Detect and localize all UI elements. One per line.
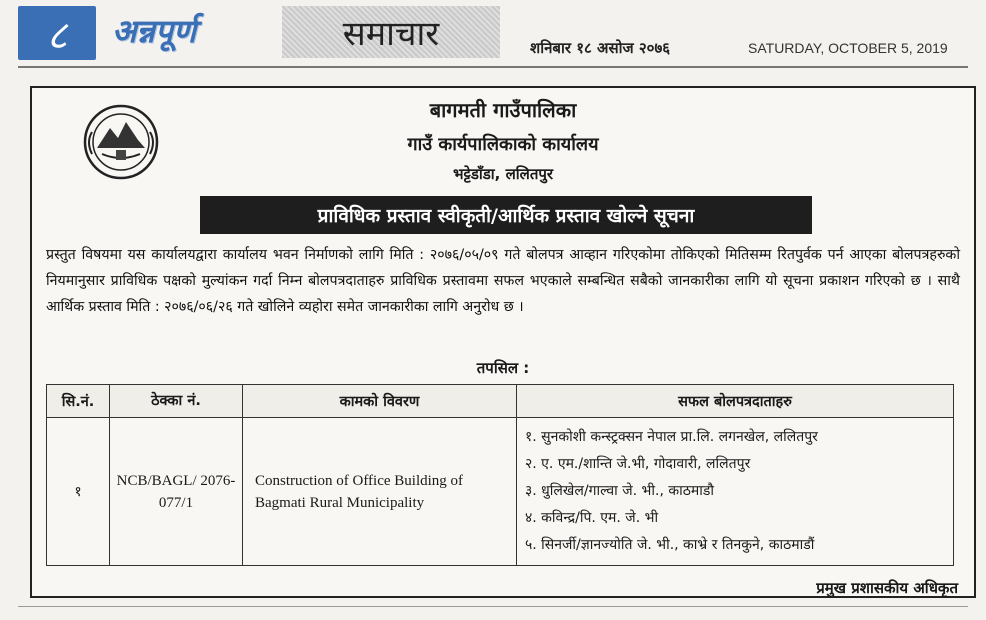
page-rule	[18, 606, 968, 607]
notice-headline: प्राविधिक प्रस्ताव स्वीकृती/आर्थिक प्रस्ताव खोल्ने सूचना	[200, 196, 812, 234]
header-contract-no: ठेक्का नं.	[110, 385, 243, 418]
bidder-item: १. सुनकोशी कन्स्ट्रक्सन नेपाल प्रा.लि. लगनखेल, ललितपुर	[525, 429, 818, 445]
newspaper-logo: अन्नपूर्ण	[112, 11, 197, 50]
office-location: भट्टेडाँडा, ललितपुर	[452, 165, 554, 183]
public-notice	[30, 86, 976, 598]
bidder-item: ५. सिनर्जी/ज्ञानज्योति जे. भी., काभ्रे र तिनकुने, काठमाडौं	[525, 537, 815, 553]
header-bidders: सफल बोलपत्रदाताहरु	[517, 385, 954, 418]
date-nepali: शनिबार १८ असोज २०७६	[530, 39, 671, 57]
cell-work: Construction of Office Building of Bagmati Rural Municipality	[243, 418, 517, 566]
header-work: कामको विवरण	[243, 385, 517, 418]
signatory-title: प्रमुख प्रशासकीय अधिकृत	[816, 579, 958, 597]
table-header-row	[47, 385, 954, 418]
cell-sn: १	[47, 418, 110, 566]
masthead-rule	[18, 66, 968, 68]
table-row	[47, 418, 954, 566]
date-english: SATURDAY, OCTOBER 5, 2019	[748, 40, 948, 56]
section-title: समाचार	[282, 6, 500, 58]
details-label: तपसिल :	[476, 359, 530, 377]
bidder-item: ३. धुलिखेल/गाल्वा जे. भी., काठमाडौ	[525, 483, 714, 499]
cell-bidders	[517, 418, 954, 566]
page-number: ८	[18, 6, 96, 60]
bidder-item: २. ए. एम./शान्ति जे.भी, गोदावारी, ललितपुर	[525, 456, 751, 472]
bidder-item: ४. कविन्द्र/पि. एम. जे. भी	[525, 510, 659, 526]
cell-contract-no: NCB/BAGL/ 2076-077/1	[110, 418, 243, 566]
header-sn: सि.नं.	[47, 385, 110, 418]
notice-body: प्रस्तुत विषयमा यस कार्यालयद्वारा कार्यालय भवन निर्माणको लागि मिति : २०७६/०५/०९ गते बोलपत्र आव्हान गरिएकोमा तोकिएको मितिसम्म रितपुर्वक पर्न आएका बोलपत्रहरुको नियमानुसार प्राविधिक पक्षको मुल्यांकन गर्दा निम्न बोलपत्रदाताहरु प्राविधिक प्रस्तावमा सफल भएकाले सम्बन्धित सबैको जानकारीका लागि यो सूचना प्रकाशन गरिएको छ । साथै आर्थिक प्रस्ताव मिति : २०७६/०६/२६ गते खोलिने व्यहोरा समेत जानकारीका लागि अनुरोध छ ।	[46, 247, 960, 315]
award-table	[46, 384, 954, 566]
office-subtitle: गाउँ कार्यपालिकाको कार्यालय	[407, 134, 599, 155]
office-name: बागमती गाउँपालिका	[429, 98, 577, 122]
